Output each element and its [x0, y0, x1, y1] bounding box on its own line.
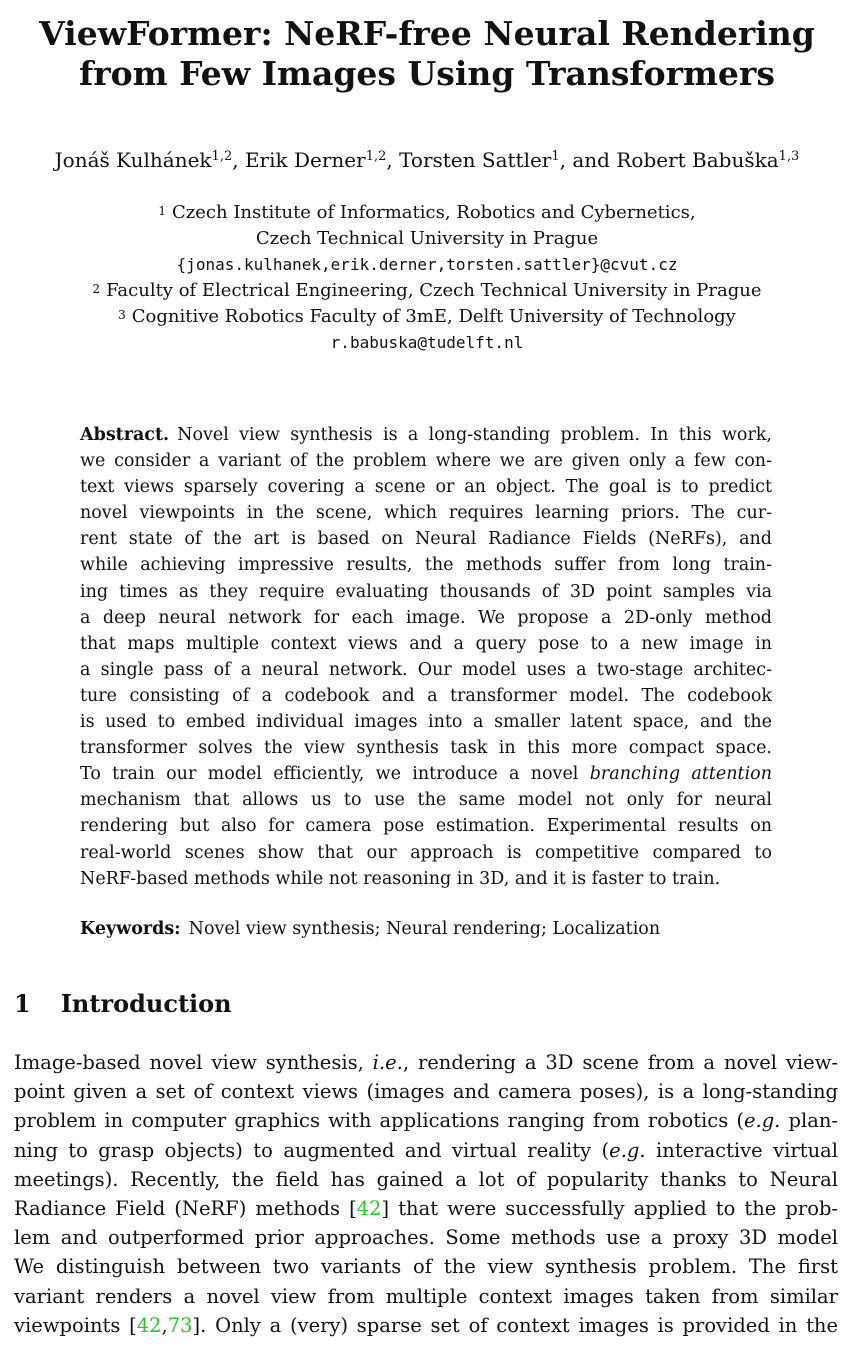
abstract-line: transformer solves the view synthesis task in this more compact space.	[80, 738, 772, 759]
author-affiliation-mark: 1,2	[211, 149, 233, 164]
citation-link[interactable]: 42	[356, 1197, 382, 1221]
keywords	[80, 916, 780, 942]
affiliation-mark: 2	[92, 282, 101, 296]
abstract-line: rendering but also for camera pose estimation. Experimental results on	[80, 816, 772, 837]
keywords-text: Novel view synthesis; Neural rendering; Localization	[188, 919, 661, 939]
body-line: Image-based novel view synthesis, i.e., rendering a 3D scene from a novel view-	[14, 1051, 838, 1074]
body-line: lem and outperformed prior approaches. Some methods use a proxy 3D model	[14, 1226, 838, 1250]
title-line-1: ViewFormer: NeRF-free Neural Rendering	[39, 14, 815, 53]
author-name: Robert Babuška	[616, 148, 779, 172]
body-line: variant renders a novel view from multiple context images taken from similar	[14, 1284, 838, 1308]
affiliation-3-email: r.babuska@tudelft.nl	[330, 333, 524, 352]
abstract-line: real-world scenes show that our approach is competitive compared to	[80, 842, 772, 863]
author-name: Jonáš Kulhánek	[54, 148, 212, 172]
emphasis: branching attention	[589, 764, 772, 785]
body-line: Radiance Field (NeRF) methods [42] that were successfully applied to the prob-	[14, 1197, 839, 1221]
author-name: Erik Derner	[244, 148, 366, 172]
title-line-2: from Few Images Using Transformers	[79, 54, 775, 93]
citation-link[interactable]: 73	[167, 1313, 193, 1337]
body-line: problem in computer graphics with applications ranging from robotics (e.g. plan-	[14, 1109, 838, 1133]
section-number: 1	[14, 989, 31, 1018]
abstract-line: is used to embed individual images into a smaller latent space, and the	[80, 712, 772, 733]
affiliation-2: $^2$ Faculty of Electrical Engineering, Czech Technical University in Prague	[92, 280, 762, 301]
abstract-line: text views sparsely covering a scene or an object. The goal is to predict	[80, 477, 772, 498]
author-separator: ,	[232, 148, 245, 172]
author-affiliation-mark: 1	[551, 149, 560, 164]
abstract-line: novel viewpoints in the scene, which requires learning priors. The cur-	[80, 503, 772, 524]
author-list	[0, 146, 854, 174]
abstract-line: NeRF-based methods while not reasoning in 3D, and it is faster to train.	[80, 868, 721, 889]
body-line: ning to grasp objects) to augmented and virtual reality (e.g. interactive virtual	[14, 1138, 838, 1162]
affiliation-mark: 3	[118, 308, 126, 322]
abstract-line: we consider a variant of the problem where we are given only a few con-	[80, 451, 772, 472]
affiliation-mark: 1	[158, 204, 167, 218]
abstract-line: mechanism that allows us to use the same model not only for neural	[80, 790, 772, 811]
section-heading	[14, 986, 844, 1022]
affiliation-1-line-1: $^1$ Czech Institute of Informatics, Robotics and Cybernetics,	[158, 202, 696, 223]
body-line: viewpoints [42,73]. Only a (very) sparse set of context images is provided in the	[14, 1313, 838, 1337]
abstract-line: To train our model efficiently, we introduce a novel branching attention	[80, 764, 772, 785]
citation-link[interactable]: 42	[136, 1313, 162, 1337]
abstract-line: Abstract. Novel view synthesis is a long-standing problem. In this work,	[80, 425, 772, 445]
author-affiliation-mark: 1,2	[365, 149, 387, 164]
body-line: We distinguish between two variants of the view synthesis problem. The first	[14, 1255, 838, 1279]
author-name: Torsten Sattler	[399, 148, 552, 172]
affiliation-3: $^3$ Cognitive Robotics Faculty of 3mE, Delft University of Technology	[118, 306, 736, 327]
affiliation-1-line-2: Czech Technical University in Prague	[255, 228, 599, 249]
keywords-label: Keywords:	[80, 919, 181, 939]
section-title: Introduction	[60, 989, 232, 1018]
introduction-body	[14, 1048, 838, 1340]
abstract-line: while achieving impressive results, the methods suffer from long train-	[80, 555, 772, 576]
paper-title	[0, 14, 854, 94]
abstract-line: ture consisting of a codebook and a transformer model. The codebook	[80, 685, 772, 706]
author-separator: ,	[386, 148, 400, 172]
abstract-line: a single pass of a neural network. Our model uses a two-stage architec-	[80, 659, 772, 680]
body-line: meetings). Recently, the field has gained a lot of popularity thanks to Neural	[14, 1167, 838, 1191]
abstract-line: a deep neural network for each image. We propose a 2D-only method	[80, 607, 772, 628]
affiliation-1-email: {jonas.kulhanek,erik.derner,torsten.sattler}@cvut.cz	[176, 255, 678, 274]
abstract-line: that maps multiple context views and a query pose to a new image in	[80, 633, 772, 654]
abstract	[80, 422, 772, 892]
abstract-label: Abstract.	[80, 425, 170, 445]
abstract-line: rent state of the art is based on Neural Radiance Fields (NeRFs), and	[80, 529, 772, 550]
body-line: point given a set of context views (images and camera poses), is a long-standing	[14, 1080, 838, 1104]
author-separator: , and	[559, 148, 617, 172]
abstract-line: ing times as they require evaluating thousands of 3D point samples via	[80, 581, 772, 602]
author-affiliation-mark: 1,3	[778, 149, 800, 164]
affiliations	[0, 200, 854, 356]
